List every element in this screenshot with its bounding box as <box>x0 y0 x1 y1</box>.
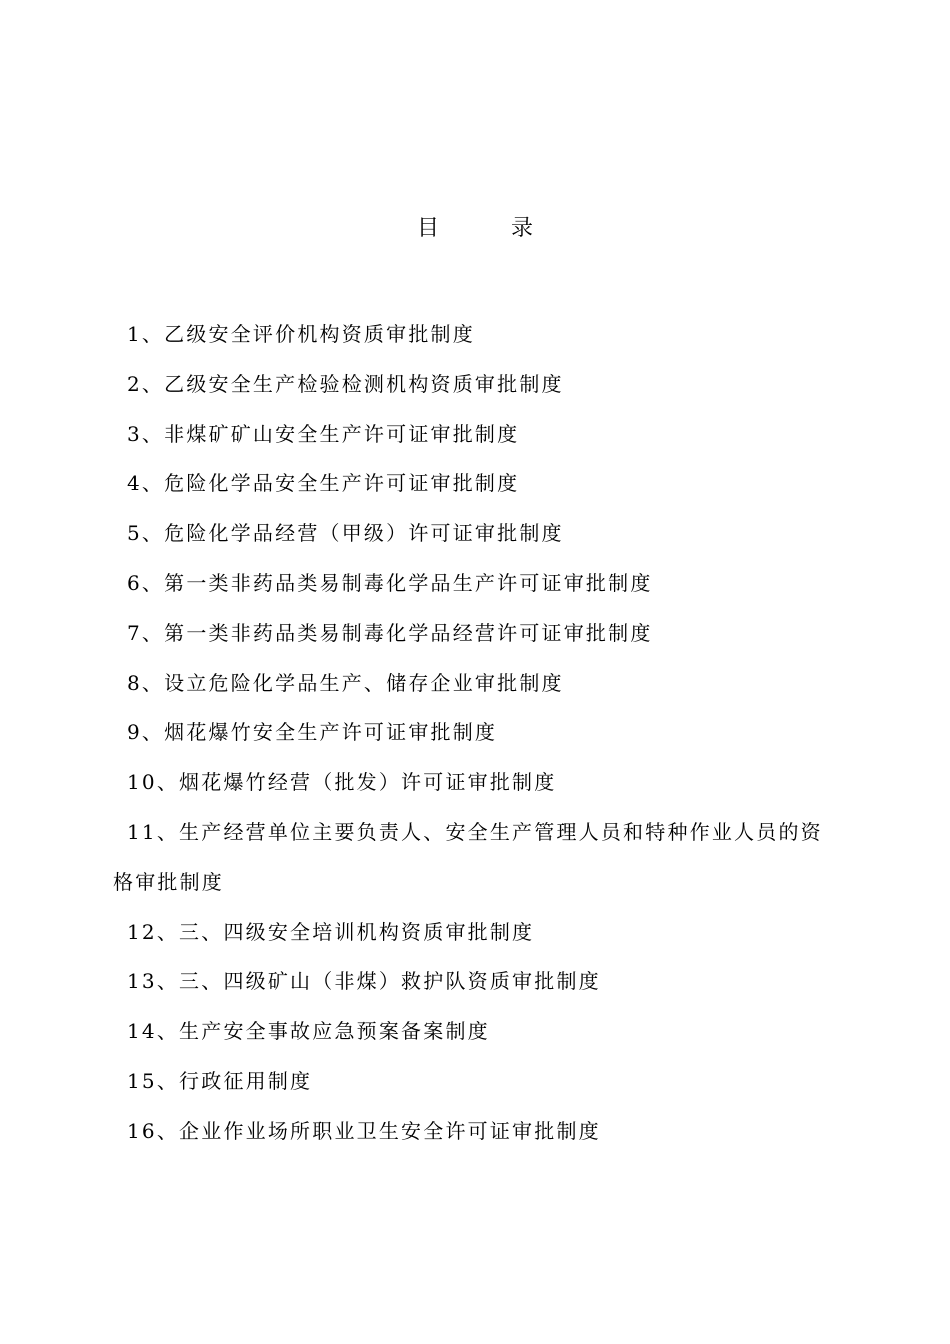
toc-title-part1: 目 <box>416 216 439 241</box>
toc-item-9: 9、烟花爆竹安全生产许可证审批制度 <box>127 720 498 745</box>
toc-item-10: 10、烟花爆竹经营（批发）许可证审批制度 <box>127 770 557 795</box>
toc-title-part2: 录 <box>511 216 534 241</box>
toc-item-13: 13、三、四级矿山（非煤）救护队资质审批制度 <box>127 969 601 994</box>
toc-item-4: 4、危险化学品安全生产许可证审批制度 <box>127 471 520 496</box>
toc-item-12: 12、三、四级安全培训机构资质审批制度 <box>127 919 535 944</box>
toc-item-6: 6、第一类非药品类易制毒化学品生产许可证审批制度 <box>127 570 653 595</box>
toc-list <box>113 310 827 1157</box>
toc-item-7: 7、第一类非药品类易制毒化学品经营许可证审批制度 <box>127 620 653 645</box>
toc-title <box>0 212 950 246</box>
toc-item-1: 1、乙级安全评价机构资质审批制度 <box>127 322 475 346</box>
toc-item-8: 8、设立危险化学品生产、储存企业审批制度 <box>127 670 564 695</box>
toc-item-2: 2、乙级安全生产检验检测机构资质审批制度 <box>127 371 564 396</box>
toc-item-15: 15、行政征用制度 <box>127 1068 313 1093</box>
toc-item-16: 16、企业作业场所职业卫生安全许可证审批制度 <box>127 1118 601 1143</box>
toc-item-14: 14、生产安全事故应急预案备案制度 <box>127 1019 490 1044</box>
toc-item-5: 5、危险化学品经营（甲级）许可证审批制度 <box>127 521 564 546</box>
toc-item-11: 11、生产经营单位主要负责人、安全生产管理人员和特种作业人员的资格审批制度 <box>113 819 823 894</box>
toc-item-3: 3、非煤矿矿山安全生产许可证审批制度 <box>127 421 520 446</box>
